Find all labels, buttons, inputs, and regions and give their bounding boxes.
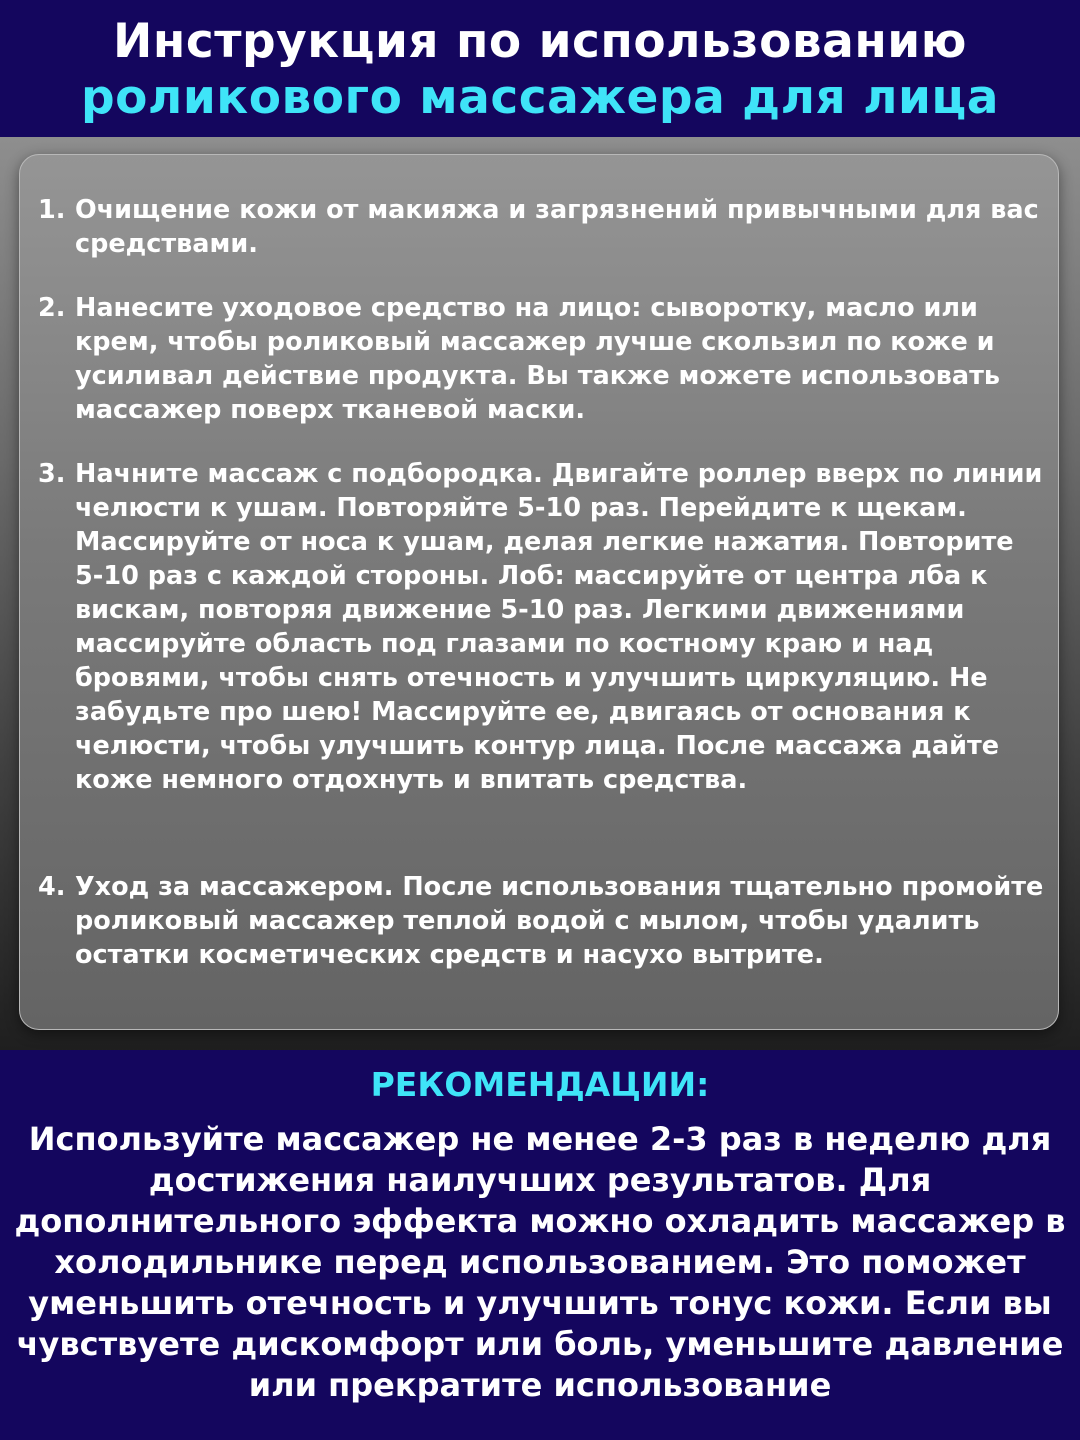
- instruction-item-2: [38, 291, 1048, 427]
- instruction-text: Начните массаж с подбородка. Двигайте роллер вверх по линии челюсти к ушам. Повторяйте 5-10 раз. Перейдите к щекам. Массируйте от носа к ушам, делая легкие нажатия. Повторите 5-10 раз с каждой стороны. Лоб: массируйте от центра лба к вискам, повторяя движение 5-10 раз. Легкими движениями массируйте область под глазами по костному краю и над бровями, чтобы снять отечность и улучшить циркуляцию. Не забудьте про шею! Массируйте ее, двигаясь от основания к челюсти, чтобы улучшить контур лица. После массажа дайте коже немного отдохнуть и впитать средства.: [75, 459, 1043, 795]
- recommendations-title: РЕКОМЕНДАЦИИ:: [370, 1065, 710, 1104]
- instructions-section: [0, 137, 1080, 1050]
- page-title: Инструкция по использованию: [113, 14, 967, 69]
- instruction-item-4: [38, 870, 1048, 972]
- page-subtitle: роликового массажера для лица: [81, 70, 999, 125]
- instruction-number: 1.: [38, 195, 66, 225]
- instruction-item-1: [38, 193, 1048, 261]
- recommendations-text: Используйте массажер не менее 2-3 раз в неделю для достижения наилучших результатов. Для дополнительного эффекта можно охладить массажер в холодильнике перед использованием. Это поможет уменьшить отечность и улучшить тонус кожи. Если вы чувствуете дискомфорт или боль, уменьшите давление или прекратите использование: [14, 1120, 1066, 1404]
- instruction-number: 4.: [38, 872, 66, 902]
- instruction-item-3: [38, 457, 1048, 797]
- instruction-text: Уход за массажером. После использования тщательно промойте роликовый массажер теплой водой с мылом, чтобы удалить остатки косметических средств и насухо вытрите.: [75, 872, 1044, 970]
- recommendations-section: [0, 1050, 1080, 1440]
- instruction-number: 2.: [38, 293, 66, 323]
- instruction-text: Очищение кожи от макияжа и загрязнений привычными для вас средствами.: [75, 195, 1039, 259]
- header-banner: [0, 0, 1080, 137]
- instructions-card: [19, 154, 1059, 1030]
- instruction-number: 3.: [38, 459, 66, 489]
- instruction-text: Нанесите уходовое средство на лицо: сыворотку, масло или крем, чтобы роликовый массажер лучше скользил по коже и усиливал действие продукта. Вы также можете использовать массажер поверх тканевой маски.: [75, 293, 1001, 425]
